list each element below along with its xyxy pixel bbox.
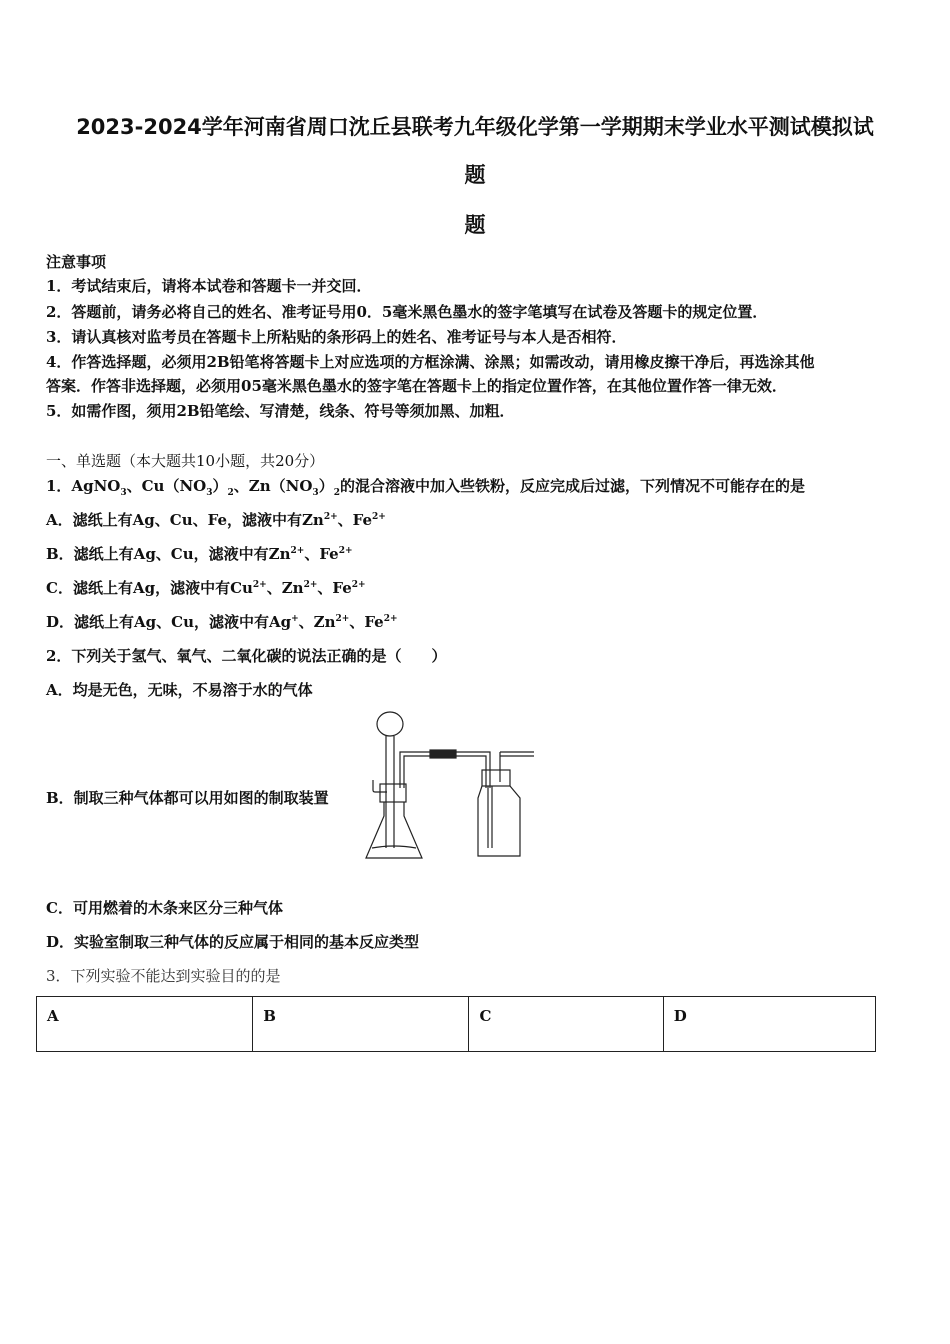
q1-a-sup-1: 2+ [323,512,338,522]
flask-stopper [380,784,406,802]
q1-b-text: B．滤纸上有Ag、Cu，滤液中有Zn [46,545,291,563]
notice-item-2: 2．答题前，请务必将自己的姓名、准考证号用0．5毫米黑色墨水的签字笔填写在试卷及答题卡的规定位置． [46,303,768,321]
q1-d-sup-1: + [291,614,299,624]
q3-stem: 3．下列实验不能达到实验目的的是 [46,967,281,985]
exam-title-line2: 题 [464,163,486,187]
gas-collection-bottle [478,786,520,856]
q1-d-mid-1: 、Zn [298,613,336,631]
q2-option-a: A．均是无色，无味，不易溶于水的气体 [46,681,313,699]
notice-item-1: 1．考试结束后，请将本试卷和答题卡一并交回． [46,277,372,295]
q1-c-mid-2: 、Fe [317,579,352,597]
q1-c-sup-3: 2+ [351,580,366,590]
q1-text-4: ） [318,477,334,495]
q1-stem [46,476,805,496]
q1-text-rest: 的混合溶液中加入些铁粉，反应完成后过滤，下列情况不可能存在的是 [339,477,805,495]
notice-heading: 注意事项 [46,253,107,271]
notice-item-5: 5．如需作图，须用2B铅笔绘、写清楚，线条、符号等须加黑、加粗． [46,402,515,420]
exam-title-line3: 题 [464,213,486,237]
q2-option-c: C．可用燃着的木条来区分三种气体 [46,899,283,917]
q1-text-3: 、Zn（NO [233,477,313,495]
q1-sub-4: 3 [312,488,319,498]
notice-item-4: 4．作答选择题，必须用2B铅笔将答题卡上对应选项的方框涂满、涂黑；如需改动，请用橡皮擦干净后，再选涂其他 [46,353,815,371]
q1-sub-5: 2 [333,488,340,498]
q2-option-d: D．实验室制取三种气体的反应属于相同的基本反应类型 [46,933,420,951]
q1-a-sup-2: 2+ [372,512,386,522]
q1-d-sup-3: 2+ [383,614,398,624]
q1-option-b [46,544,353,564]
q1-sub-3: 2 [227,488,234,498]
q1-option-a [46,510,386,530]
rubber-connector [430,750,456,758]
q1-b-sup-1: 2+ [290,546,305,556]
q2-stem: 2．下列关于氢气、氧气、二氧化碳的说法正确的是（ ） [46,647,447,665]
q1-sub-1: 3 [120,488,127,498]
q1-number: 1． [46,477,72,495]
table-row [37,997,876,1052]
q1-c-sup-2: 2+ [303,580,318,590]
q1-a-text: A．滤纸上有Ag、Cu、Fe，滤液中有Zn [46,511,324,529]
q1-option-c [46,578,366,598]
q1-d-sup-2: 2+ [335,614,350,624]
funnel-bulb [377,712,403,736]
q3-col-c: C [469,997,663,1052]
q1-a-mid: 、Fe [337,511,373,529]
q1-text-1: 、Cu（NO [126,477,207,495]
section1-heading: 一、单选题（本大题共10小题，共20分） [46,452,325,470]
q1-d-mid-2: 、Fe [349,613,384,631]
q1-b-mid: 、Fe [304,545,339,563]
q1-b-sup-2: 2+ [338,546,353,556]
q3-options-table [36,996,876,1052]
q1-text-2: ） [212,477,228,495]
notice-item-3: 3．请认真核对监考员在答题卡上所粘贴的条形码上的姓名、准考证号与本人是否相符． [46,328,627,346]
q2-option-b: B．制取三种气体都可以用如图的制取装置 [46,789,329,807]
q1-sub-2: 3 [206,488,213,498]
q1-formula-agno3: AgNO [71,477,121,495]
q1-c-mid-1: 、Zn [266,579,304,597]
delivery-tube-inner [404,756,486,788]
q3-col-b: B [253,997,469,1052]
q3-col-d: D [663,997,875,1052]
q1-c-sup-1: 2+ [252,580,267,590]
notice-item-4-cont: 答案．作答非选择题，必须用05毫米黑色墨水的签字笔在答题卡上的指定位置作答，在其他位置作答一律无效． [46,377,787,395]
exam-title-line1: 2023-2024学年河南省周口沈丘县联考九年级化学第一学期期末学业水平测试模拟试 [76,115,874,139]
q3-col-a: A [37,997,253,1052]
q1-c-text: C．滤纸上有Ag，滤液中有Cu [46,579,253,597]
q1-d-text: D．滤纸上有Ag、Cu，滤液中有Ag [46,613,292,631]
q1-option-d [46,612,398,632]
gas-generation-apparatus-figure [360,708,540,864]
